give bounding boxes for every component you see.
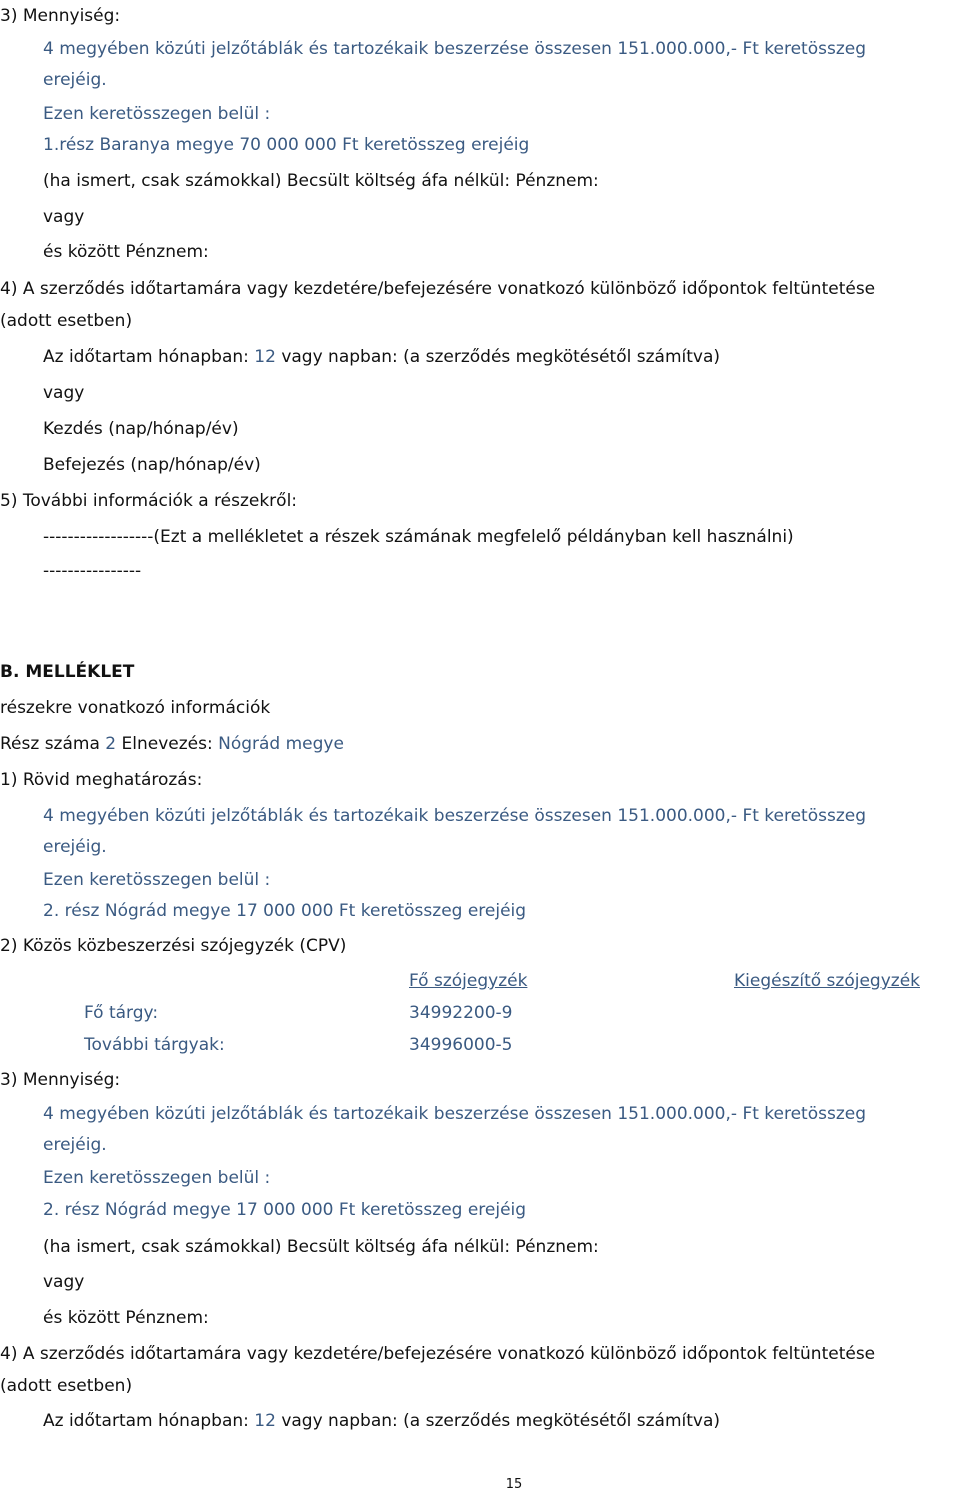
duration-heading-line1: 4) A szerződés időtartamára vagy kezdetére/befejezésére vonatkozó különböző időpontok feltüntetése [0, 279, 876, 299]
quantity-within: Ezen keretösszegen belül : [43, 104, 271, 124]
description-line2: erejéig. [43, 837, 107, 857]
duration-heading-line1: 4) A szerződés időtartamára vagy kezdetére/befejezésére vonatkozó különböző időpontok feltüntetése [0, 1344, 876, 1364]
duration-suffix: vagy napban: (a szerződés megkötésétől számítva) [281, 347, 721, 367]
start-date-text: Kezdés (nap/hónap/év) [43, 419, 239, 439]
duration-line [43, 346, 720, 368]
page-number: 15 [505, 1477, 523, 1492]
estimate-text: (ha ismert, csak számokkal) Becsült költség áfa nélkül: Pénznem: [43, 1237, 599, 1257]
duration-suffix: vagy napban: (a szerződés megkötésétől számítva) [281, 1411, 721, 1431]
quantity-text-line1: 4 megyében közúti jelzőtáblák és tartozékaik beszerzése összesen 151.000.000,- Ft keretösszeg [43, 39, 867, 59]
short-description-heading: 1) Rövid meghatározás: [0, 770, 203, 790]
quantity-heading: 3) Mennyiség: [0, 6, 121, 26]
cpv-supplementary-vocabulary-header: Kiegészítő szójegyzék [734, 971, 920, 991]
end-date-text: Befejezés (nap/hónap/év) [43, 455, 261, 475]
duration-value: 12 [254, 1411, 276, 1431]
part-number: 2 [105, 734, 117, 754]
cpv-main-object-label: Fő tárgy: [84, 1003, 159, 1023]
quantity-text-line1: 4 megyében közúti jelzőtáblák és tartozékaik beszerzése összesen 151.000.000,- Ft keretösszeg [43, 1104, 867, 1124]
cpv-other-objects-label: További tárgyak: [84, 1035, 225, 1055]
cpv-heading: 2) Közös közbeszerzési szójegyzék (CPV) [0, 936, 347, 956]
annex-subtitle: részekre vonatkozó információk [0, 698, 271, 718]
quantity-text-line2: erejéig. [43, 70, 107, 90]
part-name: Nógrád megye [218, 734, 344, 754]
annex-title: B. MELLÉKLET [0, 662, 135, 682]
duration-value: 12 [254, 347, 276, 367]
description-within: Ezen keretösszegen belül : [43, 870, 271, 890]
or-text: vagy [43, 383, 85, 403]
duration-line [43, 1410, 720, 1432]
between-text: és között Pénznem: [43, 1308, 209, 1328]
quantity-heading: 3) Mennyiség: [0, 1070, 121, 1090]
or-text: vagy [43, 1272, 85, 1292]
duration-prefix: Az időtartam hónapban: [43, 1411, 249, 1431]
annex-usage-note: ------------------(Ezt a mellékletet a részek számának megfelelő példányban kell használni) [43, 527, 794, 547]
annex-usage-dashes: ---------------- [43, 561, 142, 581]
or-text: vagy [43, 207, 85, 227]
duration-heading-line2: (adott esetben) [0, 311, 133, 331]
quantity-part-line: 1.rész Baranya megye 70 000 000 Ft keretösszeg erejéig [43, 135, 530, 155]
duration-prefix: Az időtartam hónapban: [43, 347, 249, 367]
description-line1: 4 megyében közúti jelzőtáblák és tartozékaik beszerzése összesen 151.000.000,- Ft keretösszeg [43, 806, 867, 826]
duration-heading-line2: (adott esetben) [0, 1376, 133, 1396]
further-info-heading: 5) További információk a részekről: [0, 491, 298, 511]
quantity-part-line: 2. rész Nógrád megye 17 000 000 Ft keretösszeg erejéig [43, 1200, 527, 1220]
estimate-text: (ha ismert, csak számokkal) Becsült költség áfa nélkül: Pénznem: [43, 171, 599, 191]
cpv-main-object-code: 34992200-9 [409, 1003, 513, 1023]
cpv-main-vocabulary-header: Fő szójegyzék [409, 971, 528, 991]
part-number-label: Rész száma [0, 734, 100, 754]
part-name-label: Elnevezés: [121, 734, 213, 754]
quantity-text-line2: erejéig. [43, 1135, 107, 1155]
description-part-line: 2. rész Nógrád megye 17 000 000 Ft keretösszeg erejéig [43, 901, 527, 921]
between-text: és között Pénznem: [43, 242, 209, 262]
cpv-other-objects-code: 34996000-5 [409, 1035, 513, 1055]
quantity-within: Ezen keretösszegen belül : [43, 1168, 271, 1188]
part-info-line [0, 733, 344, 755]
